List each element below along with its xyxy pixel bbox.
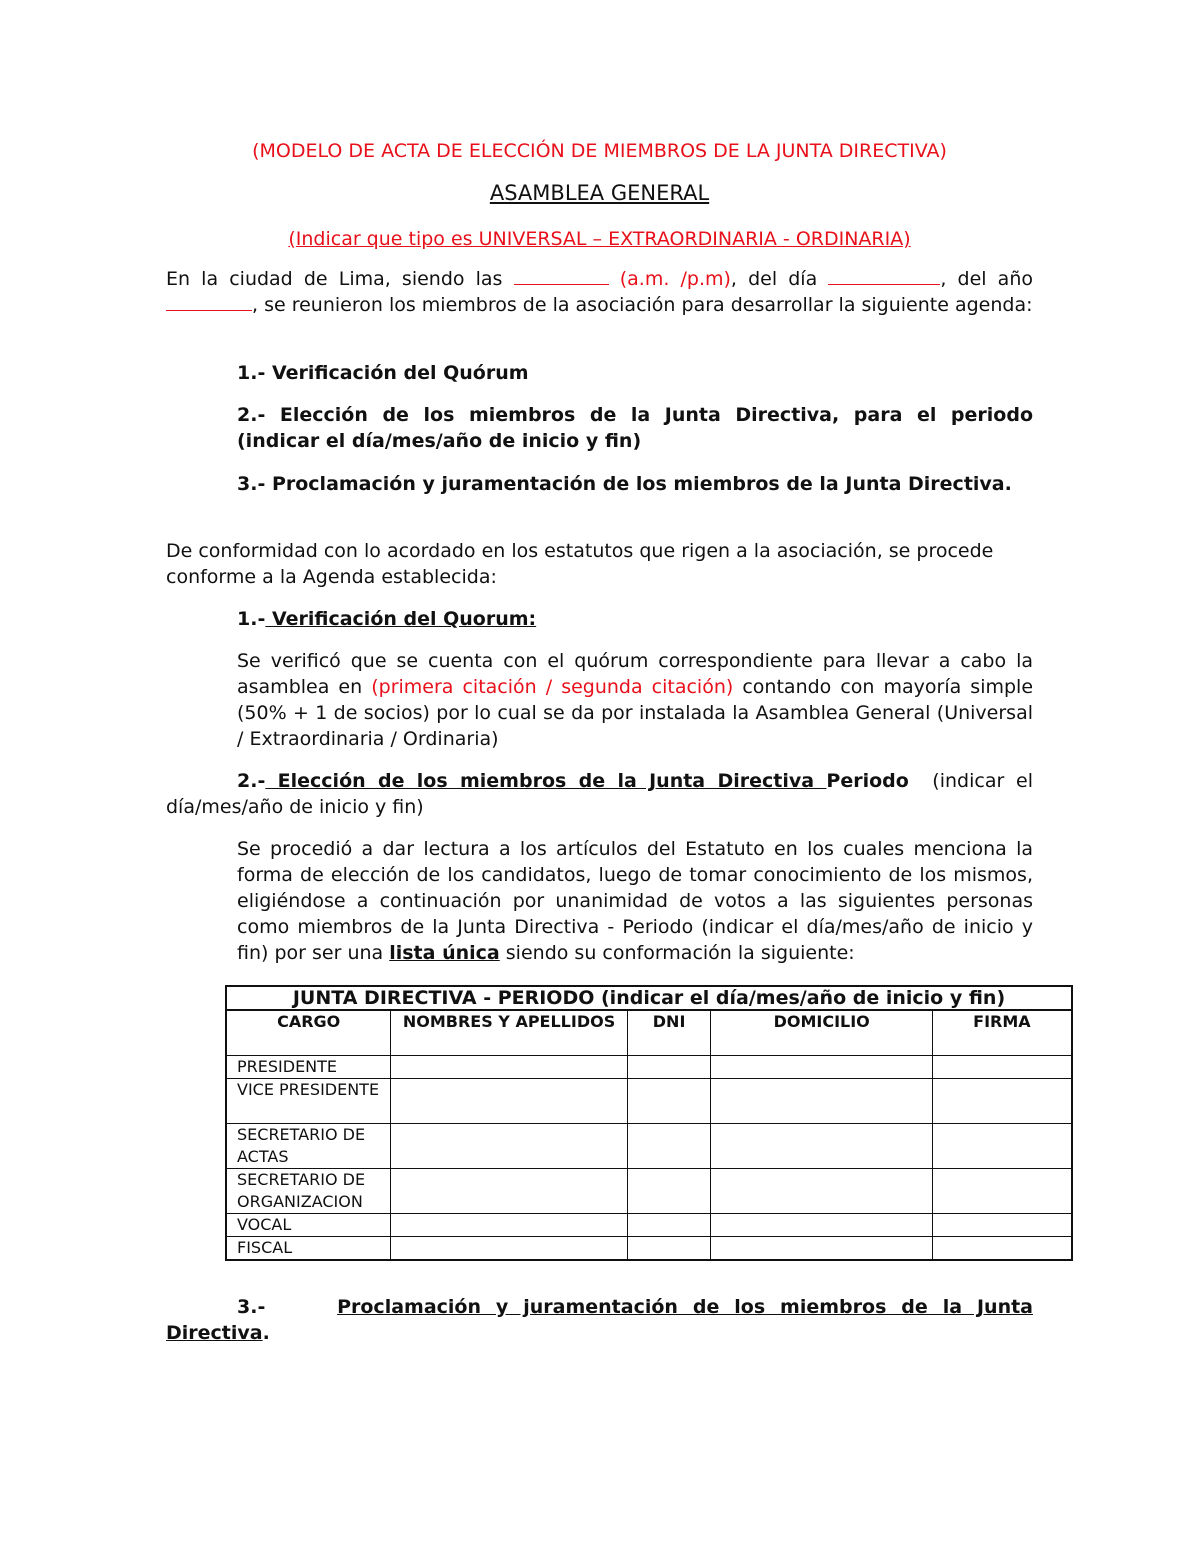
table-header-row [226, 1010, 1072, 1056]
col-firma: FIRMA [932, 1010, 1072, 1056]
year-blank [166, 292, 252, 311]
firma-cell[interactable] [932, 1214, 1072, 1237]
section-1-text-2: contando con mayoría simple (50% + 1 de socios) por lo cual se da por instalada la Asamblea General (Universal / Extraordinaria / Ordinaria) [237, 676, 1034, 750]
cargo-cell: FISCAL [226, 1237, 391, 1261]
section-2-number: 2.- [237, 770, 266, 792]
table-title: JUNTA DIRECTIVA - PERIODO (indicar el día/mes/año de inicio y fin) [226, 986, 1072, 1010]
day-blank [828, 266, 940, 285]
junta-directiva-table [225, 985, 1073, 1261]
section-1-number: 1.- [237, 608, 266, 630]
nombres-cell[interactable] [391, 1237, 627, 1261]
section-3-number: 3.- [237, 1296, 266, 1318]
ampm-hint: (a.m. /p.m) [619, 268, 731, 290]
section-1-body [237, 648, 1033, 752]
section-1-heading [237, 606, 1033, 632]
section-2-body [237, 836, 1033, 966]
agenda-item-3: 3.- Proclamación y juramentación de los miembros de la Junta Directiva. [237, 473, 1012, 495]
domicilio-cell[interactable] [711, 1079, 932, 1124]
model-title: (MODELO DE ACTA DE ELECCIÓN DE MIEMBROS DE LA JUNTA DIRECTIVA) [252, 140, 947, 162]
nombres-cell[interactable] [391, 1169, 627, 1214]
main-title-text: ASAMBLEA GENERAL [489, 181, 710, 205]
table-row [226, 1124, 1072, 1169]
firma-cell[interactable] [932, 1079, 1072, 1124]
dni-cell[interactable] [627, 1124, 711, 1169]
intro-text-2: , del día [730, 268, 818, 290]
col-dni: DNI [627, 1010, 711, 1056]
intro-text-4: , se reunieron los miembros de la asociación para desarrollar la siguiente agenda: [252, 294, 1033, 316]
type-hint [166, 226, 1033, 252]
domicilio-cell[interactable] [711, 1169, 932, 1214]
table-row [226, 1169, 1072, 1214]
dni-cell[interactable] [627, 1214, 711, 1237]
cargo-cell: SECRETARIO DE ACTAS [226, 1124, 391, 1169]
section-2-text-2: siendo su conformación la siguiente: [505, 942, 855, 964]
dni-cell[interactable] [627, 1056, 711, 1079]
cargo-cell: PRESIDENTE [226, 1056, 391, 1079]
section-1-text-1: Se verificó que se cuenta con el quórum correspondiente para llevar a cabo la asamblea en [237, 650, 1033, 698]
type-hint-text: (Indicar que tipo es UNIVERSAL – EXTRAORDINARIA - ORDINARIA) [288, 228, 911, 250]
firma-cell[interactable] [932, 1056, 1072, 1079]
section-3-dot: . [262, 1322, 270, 1344]
section-1-citation: (primera citación / segunda citación) [371, 676, 734, 698]
domicilio-cell[interactable] [711, 1237, 932, 1261]
section-2-hint: (indicar el día/mes/año de inicio y fin) [166, 770, 1033, 818]
section-2-heading [166, 768, 1033, 820]
table-row [226, 1237, 1072, 1261]
firma-cell[interactable] [932, 1237, 1072, 1261]
cargo-cell: VOCAL [226, 1214, 391, 1237]
table-row [226, 1214, 1072, 1237]
intro-text-3: , del año [940, 268, 1033, 290]
section-2-periodo: Periodo [826, 770, 909, 792]
conformity-paragraph: De conformidad con lo acordado en los estatutos que rigen a la asociación, se procede conforme a la Agenda establecida: [166, 540, 994, 588]
time-blank [514, 266, 609, 285]
section-3-heading [166, 1294, 1033, 1346]
table-row [226, 1079, 1072, 1124]
dni-cell[interactable] [627, 1169, 711, 1214]
intro-text-1: En la ciudad de Lima, siendo las [166, 268, 503, 290]
cargo-cell: VICE PRESIDENTE [226, 1079, 391, 1124]
lista-unica: lista única [389, 942, 500, 964]
section-3-title: Proclamación y juramentación de los miembros de la Junta Directiva [166, 1296, 1033, 1344]
nombres-cell[interactable] [391, 1079, 627, 1124]
section-1-title: Verificación del Quorum: [265, 608, 537, 630]
dni-cell[interactable] [627, 1079, 711, 1124]
nombres-cell[interactable] [391, 1124, 627, 1169]
nombres-cell[interactable] [391, 1056, 627, 1079]
section-2-text-1: Se procedió a dar lectura a los artículos del Estatuto en los cuales menciona la forma de elección de los candidatos, luego de tomar conocimiento de los mismos, eligiéndose a continuación por unanimidad de votos a las siguientes personas como miembros de la Junta Directiva - Periodo (indicar el día/mes/año de inicio y fin) por ser una [237, 838, 1033, 964]
main-title [166, 180, 1033, 206]
col-domicilio: DOMICILIO [711, 1010, 932, 1056]
section-2-title: Elección de los miembros de la Junta Directiva [265, 770, 827, 792]
domicilio-cell[interactable] [711, 1056, 932, 1079]
dni-cell[interactable] [627, 1237, 711, 1261]
cargo-cell: SECRETARIO DE ORGANIZACION [226, 1169, 391, 1214]
agenda-item-1: 1.- Verificación del Quórum [237, 362, 529, 384]
table-row [226, 1056, 1072, 1079]
domicilio-cell[interactable] [711, 1214, 932, 1237]
nombres-cell[interactable] [391, 1214, 627, 1237]
intro-paragraph [166, 266, 1033, 318]
firma-cell[interactable] [932, 1169, 1072, 1214]
col-nombres: NOMBRES Y APELLIDOS [391, 1010, 627, 1056]
agenda-item-2: 2.- Elección de los miembros de la Junta Directiva, para el periodo (indicar el día/mes/año de inicio y fin) [237, 404, 1033, 452]
domicilio-cell[interactable] [711, 1124, 932, 1169]
col-cargo: CARGO [226, 1010, 391, 1056]
firma-cell[interactable] [932, 1124, 1072, 1169]
